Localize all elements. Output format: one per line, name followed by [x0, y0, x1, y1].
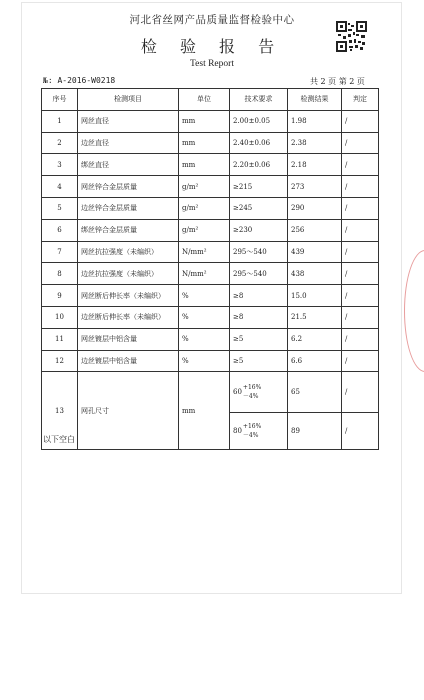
- row-unit: N/mm²: [179, 263, 230, 285]
- row-requirement: ≥230: [230, 219, 288, 241]
- qr-code-icon: [336, 21, 367, 52]
- row-verdict: /: [342, 176, 379, 198]
- row-item: 边丝抗拉强度（未编织）: [78, 263, 179, 285]
- row-no: 11: [42, 328, 78, 350]
- row-unit: mm: [179, 110, 230, 132]
- row-item: 网丝抗拉强度（未编织）: [78, 241, 179, 263]
- row-result: 2.38: [288, 132, 342, 154]
- row-item: 边丝直径: [78, 132, 179, 154]
- row-result: 438: [288, 263, 342, 285]
- row-verdict: /: [342, 110, 379, 132]
- row-item: 网丝锌合金层质量: [78, 176, 179, 198]
- tolerance-minus: －4%: [242, 393, 259, 401]
- row-verdict: /: [342, 306, 379, 328]
- page-indicator: 共 2 页 第 2 页: [310, 77, 365, 86]
- row-verdict: /: [342, 132, 379, 154]
- row-item: 网孔尺寸: [78, 372, 179, 450]
- table-row: [42, 263, 379, 285]
- table-row: [42, 350, 379, 372]
- row-result: 21.5: [288, 306, 342, 328]
- table-row: [42, 219, 379, 241]
- tolerance-value: [233, 383, 261, 401]
- row-verdict: /: [342, 197, 379, 219]
- row-requirement: 295～540: [230, 241, 288, 263]
- row-result: 89: [288, 413, 342, 450]
- row-requirement: 2.40±0.06: [230, 132, 288, 154]
- row-no: 10: [42, 306, 78, 328]
- report-title: 检 验 报 告: [140, 37, 284, 56]
- table-row: [42, 241, 379, 263]
- row-no: 3: [42, 154, 78, 176]
- row-result: 6.2: [288, 328, 342, 350]
- row-verdict: /: [342, 219, 379, 241]
- row-no: 8: [42, 263, 78, 285]
- row-unit: %: [179, 285, 230, 307]
- row-item: 网丝直径: [78, 110, 179, 132]
- tolerance-plus: +16%: [242, 423, 262, 431]
- row-result: 290: [288, 197, 342, 219]
- table-row: [42, 154, 379, 176]
- row-unit: %: [179, 328, 230, 350]
- row-no: 4: [42, 176, 78, 198]
- row-no: 6: [42, 219, 78, 241]
- tolerance-value: [233, 422, 261, 440]
- row-item: 网丝断后伸长率（未编织）: [78, 285, 179, 307]
- row-unit: %: [179, 306, 230, 328]
- row-item: 边丝镀层中铝含量: [78, 350, 179, 372]
- blank-below-note: 以下空白: [43, 435, 75, 444]
- header-item: 检测项目: [78, 89, 179, 111]
- row-item: 绑丝锌合金层质量: [78, 219, 179, 241]
- row-unit: mm: [179, 154, 230, 176]
- row-requirement: ≥5: [230, 328, 288, 350]
- row-requirement: ≥5: [230, 350, 288, 372]
- test-results-table: [41, 88, 379, 450]
- row-result: 439: [288, 241, 342, 263]
- row-no: 13: [42, 372, 78, 450]
- row-unit: g/m²: [179, 219, 230, 241]
- header-unit: 单位: [179, 89, 230, 111]
- row-requirement: 2.20±0.06: [230, 154, 288, 176]
- row-unit: %: [179, 350, 230, 372]
- row-no: 7: [42, 241, 78, 263]
- organization-name: 河北省丝网产品质量监督检验中心: [129, 14, 295, 26]
- row-requirement: 295～540: [230, 263, 288, 285]
- tolerance-plus: +16%: [242, 384, 262, 392]
- table-row: [42, 132, 379, 154]
- seal-stamp: [404, 250, 424, 372]
- row-verdict: /: [342, 413, 379, 450]
- row-item: 绑丝直径: [78, 154, 179, 176]
- header-verdict: 判定: [342, 89, 379, 111]
- row-no: 5: [42, 197, 78, 219]
- row-no: 12: [42, 350, 78, 372]
- row-result: 1.98: [288, 110, 342, 132]
- row-item: 边丝断后伸长率（未编织）: [78, 306, 179, 328]
- row-verdict: /: [342, 372, 379, 413]
- tolerance-minus: －4%: [242, 432, 259, 440]
- row-verdict: /: [342, 241, 379, 263]
- table-row: [42, 285, 379, 307]
- header-result: 检测结果: [288, 89, 342, 111]
- row-unit: g/m²: [179, 176, 230, 198]
- row-verdict: /: [342, 263, 379, 285]
- table-row: [42, 306, 379, 328]
- row-requirement: ≥215: [230, 176, 288, 198]
- row-no: 9: [42, 285, 78, 307]
- table-row: [42, 176, 379, 198]
- row-result: 65: [288, 372, 342, 413]
- row-item: 网丝镀层中铝含量: [78, 328, 179, 350]
- row-result: 15.0: [288, 285, 342, 307]
- row-requirement: ≥8: [230, 285, 288, 307]
- row-verdict: /: [342, 350, 379, 372]
- row-verdict: /: [342, 328, 379, 350]
- table-row: [42, 197, 379, 219]
- row-no: 1: [42, 110, 78, 132]
- row-unit: g/m²: [179, 197, 230, 219]
- header-requirement: 技术要求: [230, 89, 288, 111]
- row-verdict: /: [342, 154, 379, 176]
- row-result: 2.18: [288, 154, 342, 176]
- row-no: 2: [42, 132, 78, 154]
- row-unit: N/mm²: [179, 241, 230, 263]
- row-result: 273: [288, 176, 342, 198]
- row-requirement: 2.00±0.05: [230, 110, 288, 132]
- row-requirement: ≥245: [230, 197, 288, 219]
- row-verdict: /: [342, 285, 379, 307]
- row-requirement: [230, 413, 288, 450]
- header-no: 序号: [42, 89, 78, 111]
- row-item: 边丝锌合金层质量: [78, 197, 179, 219]
- row-unit: mm: [179, 372, 230, 450]
- tolerance-base: 80: [233, 427, 242, 436]
- row-requirement: [230, 372, 288, 413]
- report-subtitle: Test Report: [190, 59, 234, 69]
- row-result: 6.6: [288, 350, 342, 372]
- table-row: [42, 110, 379, 132]
- tolerance-base: 60: [233, 388, 242, 397]
- row-requirement: ≥8: [230, 306, 288, 328]
- table-row: [42, 328, 379, 350]
- table-header-row: [42, 89, 379, 111]
- row-unit: mm: [179, 132, 230, 154]
- row-result: 256: [288, 219, 342, 241]
- table-row: [42, 372, 379, 413]
- document-number: №: A-2016-W0218: [43, 76, 116, 85]
